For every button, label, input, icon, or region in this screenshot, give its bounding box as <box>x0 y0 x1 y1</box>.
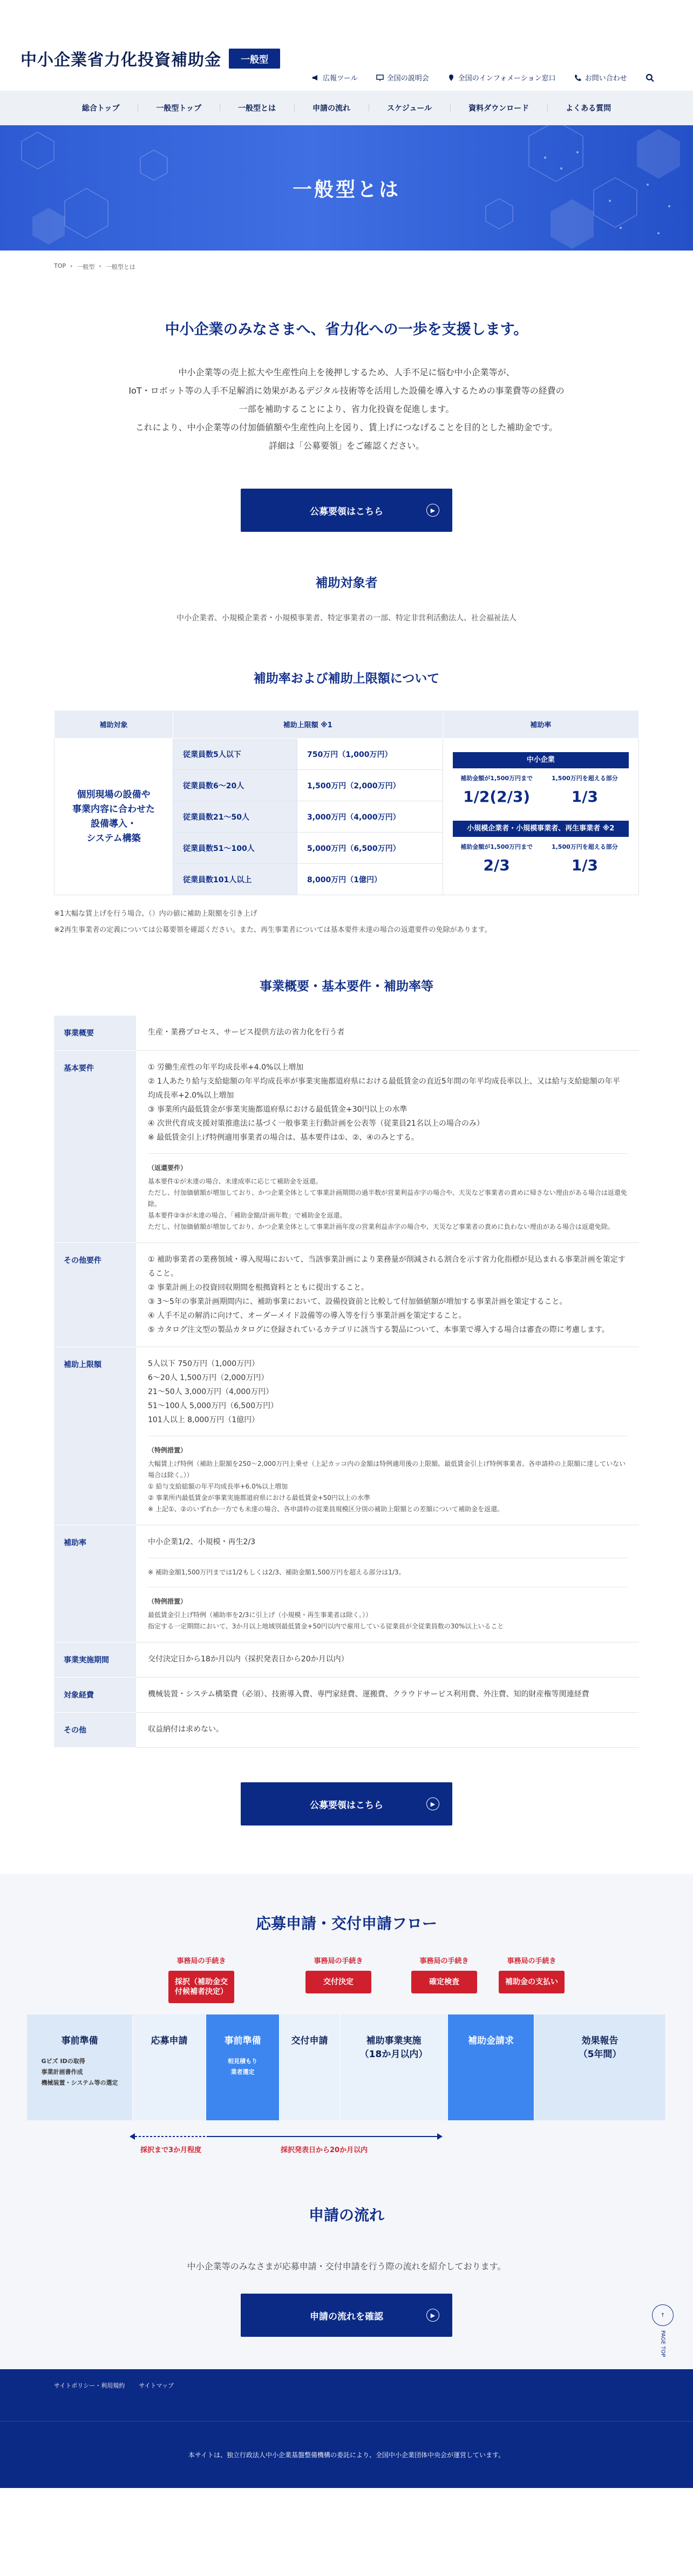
rate-emp: 従業員数101人以上 <box>173 864 297 895</box>
flow-section <box>0 1874 693 2369</box>
ov-body: 収益納付は求めない。 <box>136 1713 639 1748</box>
chevron-right-icon: › <box>70 262 73 269</box>
guidelines-button-2[interactable]: 公募要領はこちら ▶ <box>241 1782 452 1825</box>
rate-amt: 1,500万円（2,000万円） <box>297 770 443 801</box>
page-title: 一般型とは <box>292 178 400 201</box>
footer-top <box>0 2369 693 2421</box>
nav-faq[interactable]: よくある質問 <box>547 103 629 113</box>
search-icon <box>646 73 654 82</box>
ov-head: その他 <box>54 1713 136 1748</box>
ov-body: ① 補助事業者の業務領域・導入現場において、当該事業計画により業務量が削減される割合を示す省力化指標が見込まれる事業計画を策定すること。 ② 事業計画上の投資回収期間を根拠資料とともに提出すること。 ③ 3〜5年の事業計画期間内に、補助事業において、設備投資前と比較して付加価値額が増加する事業計画を策定すること。 ④ 人手不足の解消に向けて、オーダーメイド設備等の導入等を行う事業計画を策定すること。 ⑤ カタログ注文型の製品カタログに登録されているカテゴリに該当する製品について、本事業で導入する場合は審査の際に考慮します。 <box>136 1243 639 1347</box>
ov-sub: （返還要件） 基本要件①が未達の場合、未達成率に応じて補助金を返還。 ただし、付加価値額が増加しており、かつ企業全体として事業計画期間の過半数が営業利益赤字の場合や、天災など事業者の責めに帰さない理由がある場合は返還免除。 基本要件②③が未達の場合、「補助金額/計画年数」で補助金を返還。 ただし、付加価値額が増加しており、かつ企業全体として事業計画年度の営業利益赤字の場合や、天災など事業者の責めに負わない理由がある場合は返還免除。 <box>148 1153 627 1233</box>
rate-amt: 750万円（1,000万円） <box>297 739 443 770</box>
rate-header-rate: 補助率 <box>443 711 639 739</box>
megaphone-icon <box>312 74 320 82</box>
flow-bar <box>27 2014 666 2120</box>
rate-amt: 8,000万円（1億円） <box>297 864 443 895</box>
overview-table <box>54 1016 639 1748</box>
flow-step: 交付申請 <box>280 2014 340 2120</box>
ov-head: 対象経費 <box>54 1678 136 1713</box>
rate-amt: 3,000万円（4,000万円） <box>297 801 443 833</box>
flow-step: 補助金請求 <box>448 2014 534 2120</box>
nav-about[interactable]: 一般型とは <box>220 103 294 113</box>
footer-bottom <box>0 2421 693 2488</box>
nav-flow[interactable]: 申請の流れ <box>294 103 369 113</box>
flow-step: 事前準備 相見積もり 業者選定 <box>206 2014 280 2120</box>
rate-emp: 従業員数5人以下 <box>173 739 297 770</box>
type-badge: 一般型 <box>229 49 280 69</box>
site-title[interactable]: 中小企業省力化投資補助金 <box>21 51 221 70</box>
ov-head: 補助率 <box>54 1525 136 1642</box>
rate-box-small: 小規模企業者・小規模事業者、再生事業者 ※2 補助金額が1,500万円まで 2/3 1,500万円を超える部分 1/3 <box>453 821 629 882</box>
flow-tag: 事務局の手続き 採択（補助金交付候補者決定） <box>168 1955 234 2003</box>
rate-header-limit: 補助上限額 ※1 <box>173 711 443 739</box>
ov-body: ① 労働生産性の年平均成長率+4.0%以上増加 ② 1人あたり給与支給総額の年平均成長率が事業実施都道府県における最低賃金の直近5年間の年平均成長率以上、又は給与支給総額の年平均成長率+2.0%以上増加 ③ 事業所内最低賃金が事業実施都道府県における最低賃金+30円以上の水準 ④ 次世代育成支援対策推進法に基づく一般事業主行動計画を公表等（従業員21名以上の場合のみ） ※ 最低賃金引上げ特例適用事業者の場合は、基本要件は①、②、④のみとする。 （返還要件） 基本要件①が未達の場合、未達成率に応じて補助金を返還。 ただし、付加価値額が増加しており、かつ企業全体として事業計画期間の過半数が営業利益赤字の場合や、天災など事業者の責めに帰さない理由がある場合は返還免除。 基本要件②③が未達の場合、「補助金額/計画年数」で補助金を返還。 ただし、付加価値額が増加しており、かつ企業全体として事業計画年度の営業利益赤字の場合や、天災など事業者の責めに負わない理由がある場合は返還免除。 <box>136 1051 639 1243</box>
guidelines-button[interactable]: 公募要領はこちら ▶ <box>241 489 452 532</box>
footer-copy: 本サイトは、独立行政法人中小企業基盤整備機構の委託により、全国中小企業団体中央会が運営しています。 <box>188 2451 505 2459</box>
app-flow-title: 申請の流れ <box>308 2206 384 2224</box>
main-content <box>54 317 639 1825</box>
nav-general-top[interactable]: 一般型トップ <box>138 103 220 113</box>
rate-table <box>54 710 639 895</box>
arrow-up-icon: ↑ <box>652 2304 674 2326</box>
rate-target-cell: 個別現場の設備や 事業内容に合わせた 設備導入・ システム構築 <box>55 739 173 895</box>
nav-downloads[interactable]: 資料ダウンロード <box>450 103 547 113</box>
breadcrumb <box>0 251 693 283</box>
rate-emp: 従業員数6〜20人 <box>173 770 297 801</box>
presentation-icon <box>376 74 384 82</box>
flow-diagram <box>27 1955 666 2171</box>
chevron-right-icon: › <box>99 262 101 269</box>
breadcrumb-top[interactable]: TOP <box>54 262 66 269</box>
lead-title: 中小企業のみなさまへ、省力化への一歩を支援します。 <box>165 321 528 338</box>
ov-body: 生産・業務プロセス、サービス提供方法の省力化を行う者 <box>136 1016 639 1051</box>
ov-body: 5人以下 750万円（1,000万円） 6〜20人 1,500万円（2,000万円） 21〜50人 3,000万円（4,000万円） 51〜100人 5,000万円（6,500万円） 101人以上 8,000万円（1億円） （特例措置） 大幅賃上げ特例（補助上限額を250〜2,000万円上乗せ（上記カッコ内の金額は特例適用後の上限額。最低賃金引上げ特例事業者、各申請枠の上限額に達していない場合は除く。）） ① 給与支給総額の年平均成長率+6.0%以上増加 ② 事業所内最低賃金が事業実施都道府県における最低賃金+50円以上の水準 ※ 上記①、②のいずれか一方でも未達の場合、各申請枠の従業員規模区分別の補助上限額との差額について補助金を返還。 <box>136 1347 639 1525</box>
ov-head: 基本要件 <box>54 1051 136 1243</box>
ov-head: 事業実施期間 <box>54 1642 136 1678</box>
util-briefing[interactable]: 全国の説明会 <box>376 72 429 83</box>
flow-tag: 事務局の手続き 確定検査 <box>411 1955 477 1993</box>
phone-icon <box>574 74 582 82</box>
app-flow-button[interactable]: 申請の流れを確認 ▶ <box>241 2294 452 2337</box>
rate-title: 補助率および補助上限額について <box>253 672 440 686</box>
page-top-button[interactable]: ↑ PAGE TOP <box>652 2304 674 2357</box>
flow-step: 応募申請 <box>133 2014 206 2120</box>
rate-emp: 従業員数21〜50人 <box>173 801 297 833</box>
period-label-2: 採択発表日から20か月以内 <box>281 2146 368 2154</box>
util-info-desk[interactable]: 全国のインフォメーション窓口 <box>447 72 556 83</box>
footer-site-policy[interactable]: サイトポリシー・利用規約 <box>54 2382 125 2389</box>
rate-notes: ※1大幅な賃上げを行う場合、（）内の値に補助上限額を引き上げ ※2再生事業者の定義については公募要領を確認ください。また、再生事業者については基本要件未達の場合の返還要件の免除があります。 <box>54 910 492 934</box>
flow-step: 補助事業実施 （18か月以内） <box>340 2014 448 2120</box>
ov-head: 事業概要 <box>54 1016 136 1051</box>
ov-sub: （特例措置） 最低賃金引上げ特例（補助率を2/3に引上げ（小規模・再生事業者は除く。）） 指定する一定期間において、3か月以上地域別最低賃金+50円以内で雇用している従業員が全従業員数の30%以上いること <box>148 1587 627 1632</box>
target-text: 中小企業者、小規模企業者・小規模事業者、特定事業者の一部、特定非営利活動法人、社会福祉法人 <box>176 614 517 623</box>
flow-title: 応募申請・交付申請フロー <box>255 1915 437 1932</box>
ov-sub: （特例措置） 大幅賃上げ特例（補助上限額を250〜2,000万円上乗せ（上記カッコ内の金額は特例適用後の上限額。最低賃金引上げ特例事業者、各申請枠の上限額に達していない場合は除く。）） ① 給与支給総額の年平均成長率+6.0%以上増加 ② 事業所内最低賃金が事業実施都道府県における最低賃金+50円以上の水準 ※ 上記①、②のいずれか一方でも未達の場合、各申請枠の従業員規模区分別の補助上限額との差額について補助金を返還。 <box>148 1436 627 1515</box>
rate-boxes <box>443 739 639 895</box>
rate-header-target: 補助対象 <box>55 711 173 739</box>
location-pin-icon <box>447 74 455 82</box>
breadcrumb-general[interactable]: 一般型 <box>77 263 95 271</box>
lead-text: 中小企業等の売上拡大や生産性向上を後押しするため、人手不足に悩む中小企業等が、 IoT・ロボット等の人手不足解消に効果があるデジタル技術等を活用した設備を導入するための事業費等の経費の 一部を補助することにより、省力化投資を促進します。 これにより、中小企業等の付加価値額や生産性向上を図り、賃上げにつなげることを目的とした補助金です。 詳細は「公募要領」をご確認ください。 <box>128 367 565 451</box>
global-nav <box>0 91 693 125</box>
target-title: 補助対象者 <box>315 576 378 590</box>
flow-tag: 事務局の手続き 補助金の支払い <box>499 1955 565 1993</box>
nav-schedule[interactable]: スケジュール <box>369 103 450 113</box>
search-button[interactable] <box>646 73 654 82</box>
ov-head: 補助上限額 <box>54 1347 136 1525</box>
hero-banner <box>0 125 693 251</box>
app-flow-text: 中小企業等のみなさまが応募申請・交付申請を行う際の流れを紹介しております。 <box>187 2261 506 2271</box>
arrow-right-icon: ▶ <box>426 1797 439 1810</box>
util-contact[interactable]: お問い合わせ <box>574 72 627 83</box>
rate-amt: 5,000万円（6,500万円） <box>297 833 443 864</box>
flow-step: 効果報告 （5年間） <box>534 2014 666 2120</box>
overview-title: 事業概要・基本要件・補助率等 <box>260 979 433 993</box>
flow-tag: 事務局の手続き 交付決定 <box>305 1955 371 1993</box>
util-pr-tools[interactable]: 広報ツール <box>312 72 358 83</box>
ov-body: 交付決定日から18か月以内（採択発表日から20か月以内） <box>136 1642 639 1678</box>
site-footer <box>0 2369 693 2488</box>
breadcrumb-current: 一般型とは <box>105 263 135 271</box>
period-label-1: 採択まで3か月程度 <box>140 2146 202 2154</box>
rate-box-sme: 中小企業 補助金額が1,500万円まで 1/2(2/3) 1,500万円を超える部分 1/3 <box>453 752 629 813</box>
ov-head: その他要件 <box>54 1243 136 1347</box>
rate-emp: 従業員数51〜100人 <box>173 833 297 864</box>
flow-step: 事前準備 Gビズ IDの取得 事業計画書作成 機械装置・システム等の選定 <box>27 2014 133 2120</box>
arrow-right-icon: ▶ <box>426 504 439 517</box>
arrow-right-icon: ▶ <box>426 2309 439 2322</box>
nav-top[interactable]: 総合トップ <box>81 104 120 113</box>
utility-nav <box>312 72 654 83</box>
footer-sitemap[interactable]: サイトマップ <box>139 2382 174 2389</box>
site-header <box>0 0 693 91</box>
ov-body: 中小企業1/2、小規模・再生2/3 ※ 補助金額1,500万円までは1/2もしくは2/3、補助金額1,500万円を超える部分は1/3。 （特例措置） 最低賃金引上げ特例（補助率を2/3に引上げ（小規模・再生事業者は除く。）） 指定する一定期間において、3か月以上地域別最低賃金+50円以内で雇用している従業員が全従業員数の30%以上いること <box>136 1525 639 1642</box>
site-logo[interactable] <box>21 46 280 70</box>
ov-body: 機械装置・システム構築費（必須）、技術導入費、専門家経費、運搬費、クラウドサービス利用費、外注費、知的財産権等関連経費 <box>136 1678 639 1713</box>
